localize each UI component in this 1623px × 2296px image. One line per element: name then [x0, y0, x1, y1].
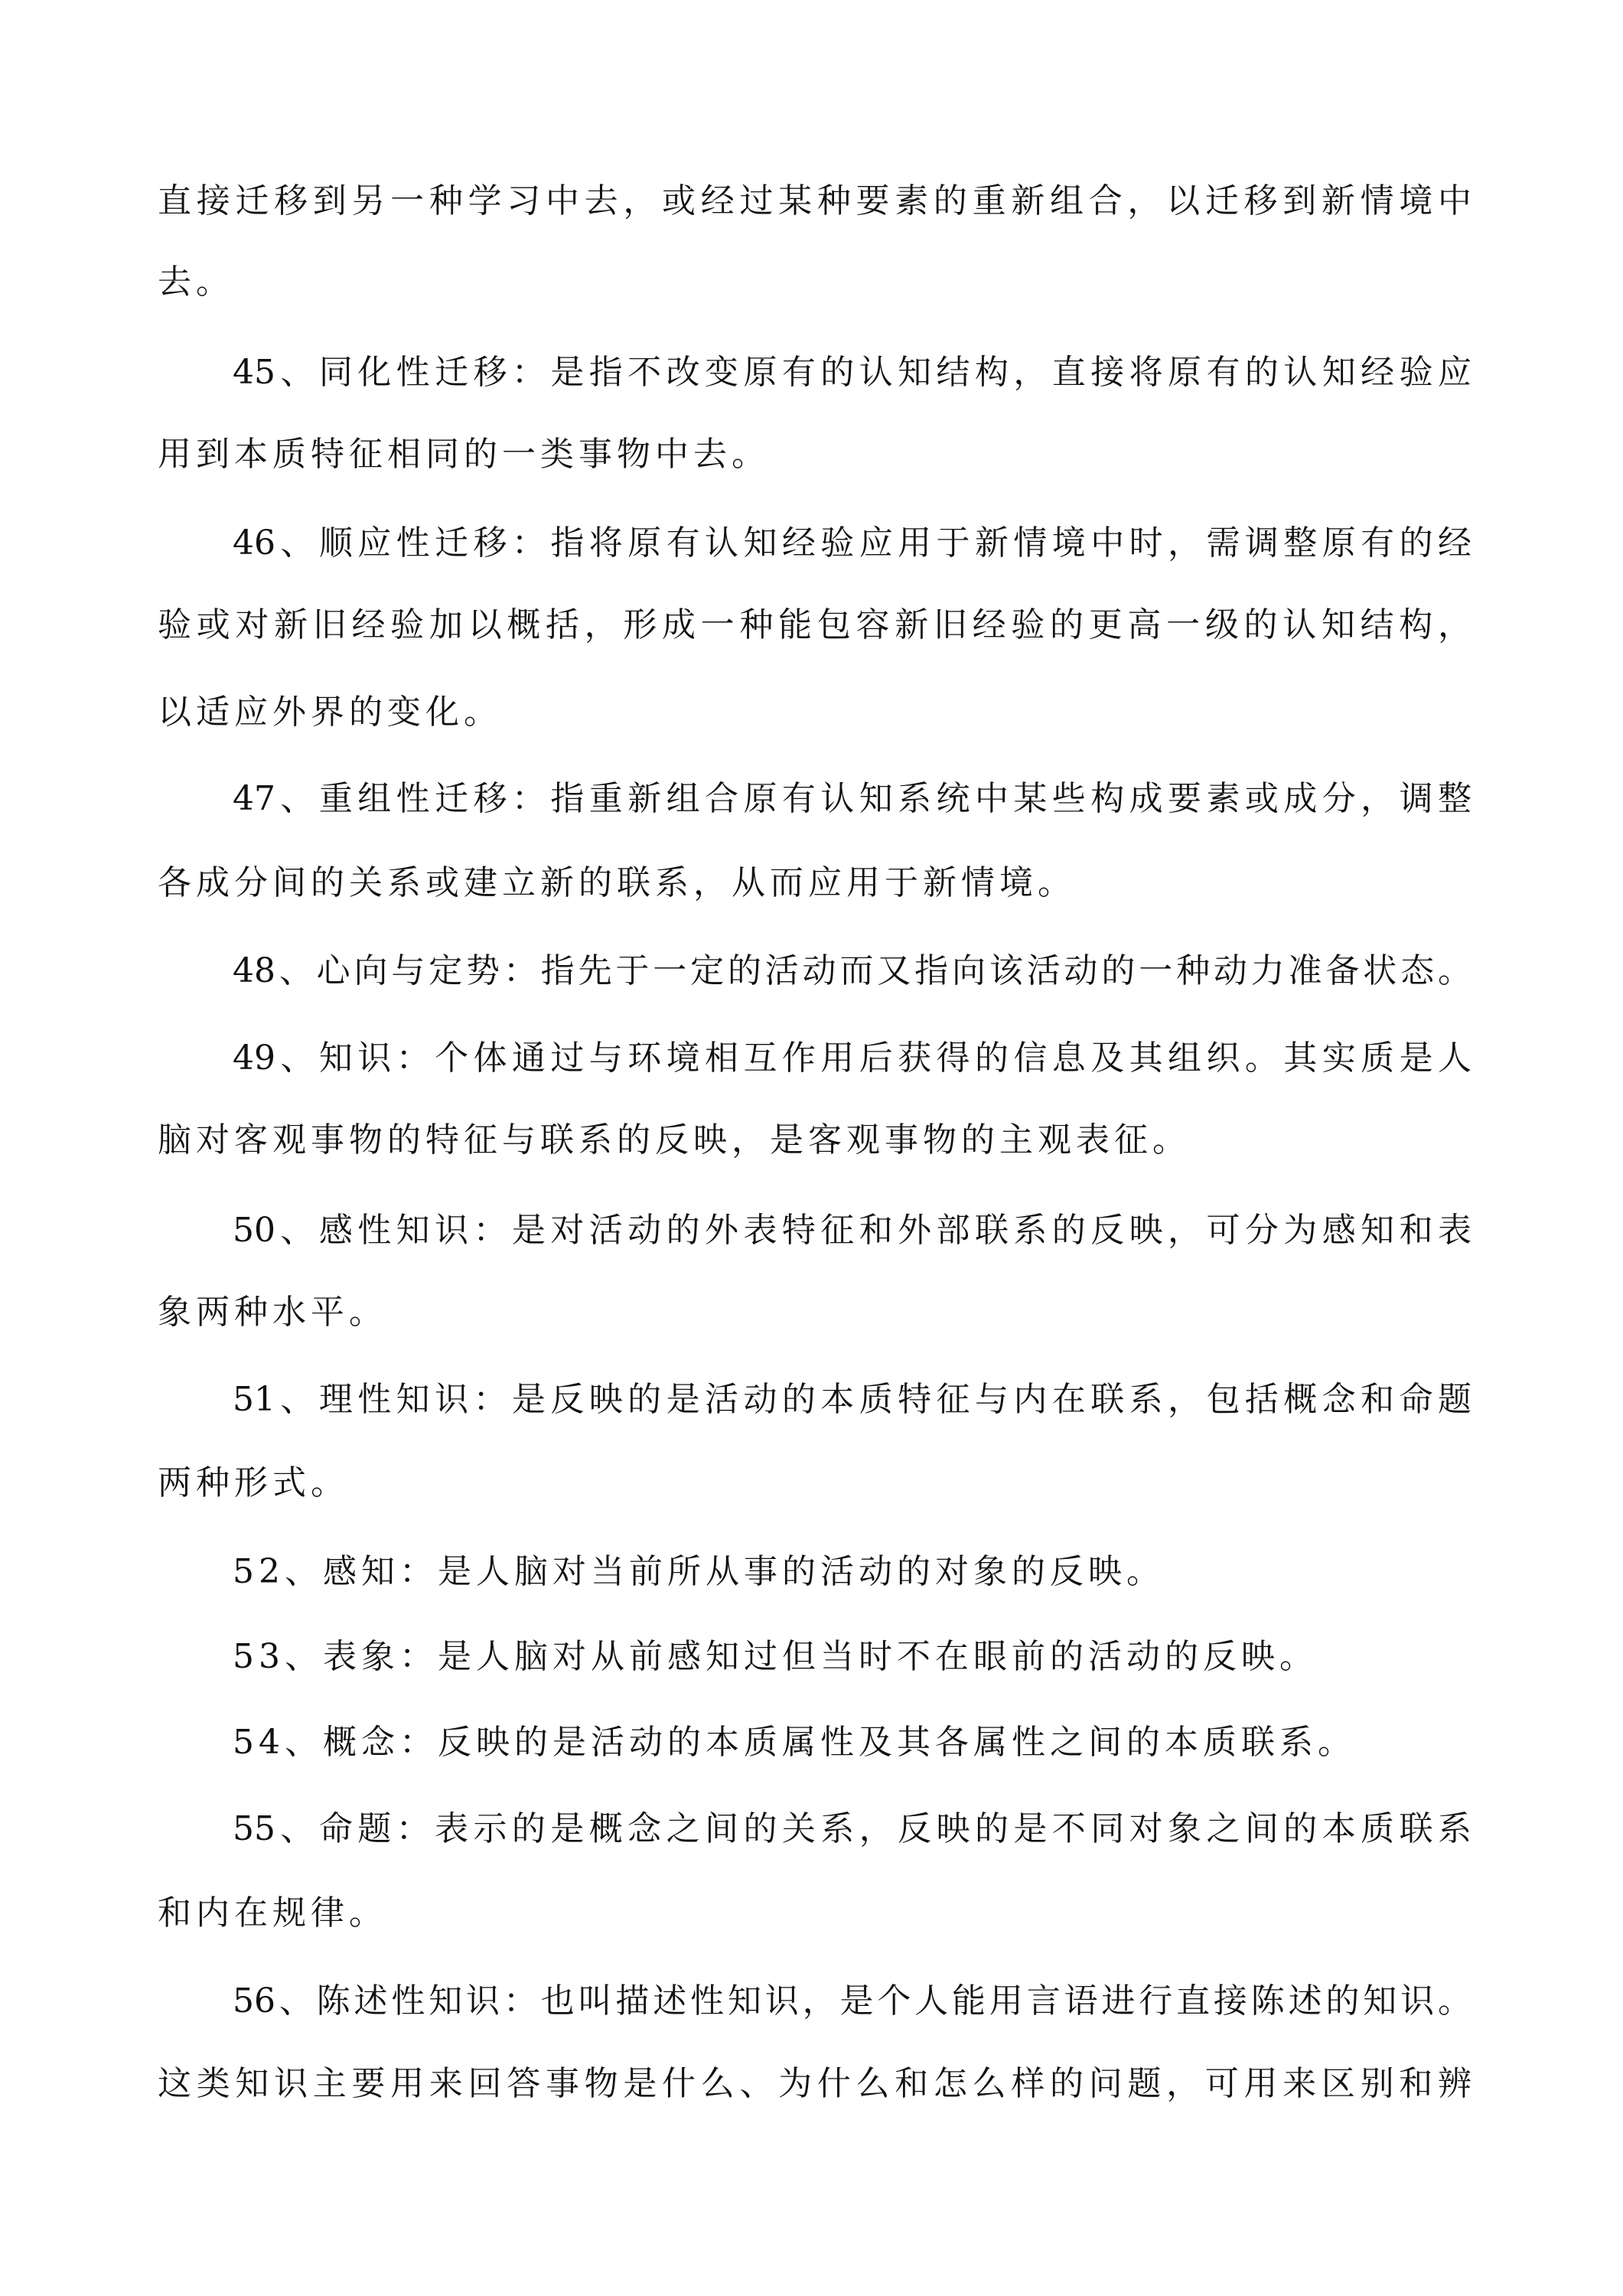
text-line: 各成分间的关系或建立新的联系，从而应用于新情境。 — [158, 863, 1076, 902]
text-line: 54、概念：反映的是活动的本质属性及其各属性之间的本质联系。 — [233, 1723, 1356, 1762]
text-line: 50、感性知识：是对活动的外表特征和外部联系的反映，可分为感知和表 — [233, 1211, 1471, 1250]
text-line: 45、同化性迁移：是指不改变原有的认知结构，直接将原有的认知经验应 — [233, 353, 1471, 392]
text-line: 脑对客观事物的特征与联系的反映，是客观事物的主观表征。 — [158, 1120, 1191, 1159]
text-line: 去。 — [158, 263, 234, 302]
text-line: 象两种水平。 — [158, 1293, 387, 1332]
text-line: 53、表象：是人脑对从前感知过但当时不在眼前的活动的反映。 — [233, 1637, 1318, 1676]
text-line: 56、陈述性知识：也叫描述性知识，是个人能用言语进行直接陈述的知识。 — [233, 1981, 1471, 2020]
text-line: 52、感知：是人脑对当前所从事的活动的对象的反映。 — [233, 1552, 1165, 1591]
text-line: 和内在规律。 — [158, 1893, 387, 1932]
text-line: 直接迁移到另一种学习中去，或经过某种要素的重新组合，以迁移到新情境中 — [158, 181, 1471, 220]
text-line: 验或对新旧经验加以概括，形成一种能包容新旧经验的更高一级的认知结构， — [158, 605, 1471, 644]
text-line: 49、知识：个体通过与环境相互作用后获得的信息及其组织。其实质是人 — [233, 1039, 1471, 1078]
text-line: 以适应外界的变化。 — [158, 693, 502, 732]
text-line: 47、重组性迁移：指重新组合原有认知系统中某些构成要素或成分，调整 — [233, 779, 1471, 818]
text-line: 46、顺应性迁移：指将原有认知经验应用于新情境中时，需调整原有的经 — [233, 523, 1471, 563]
text-line: 这类知识主要用来回答事物是什么、为什么和怎么样的问题，可用来区别和辨 — [158, 2064, 1471, 2103]
text-line: 两种形式。 — [158, 1463, 349, 1502]
text-line: 55、命题：表示的是概念之间的关系，反映的是不同对象之间的本质联系 — [233, 1809, 1471, 1848]
text-line: 51、理性知识：是反映的是活动的本质特征与内在联系，包括概念和命题 — [233, 1380, 1471, 1419]
text-line: 用到本质特征相同的一类事物中去。 — [158, 435, 770, 474]
text-line: 48、心向与定势：指先于一定的活动而又指向该活动的一种动力准备状态。 — [233, 951, 1471, 990]
